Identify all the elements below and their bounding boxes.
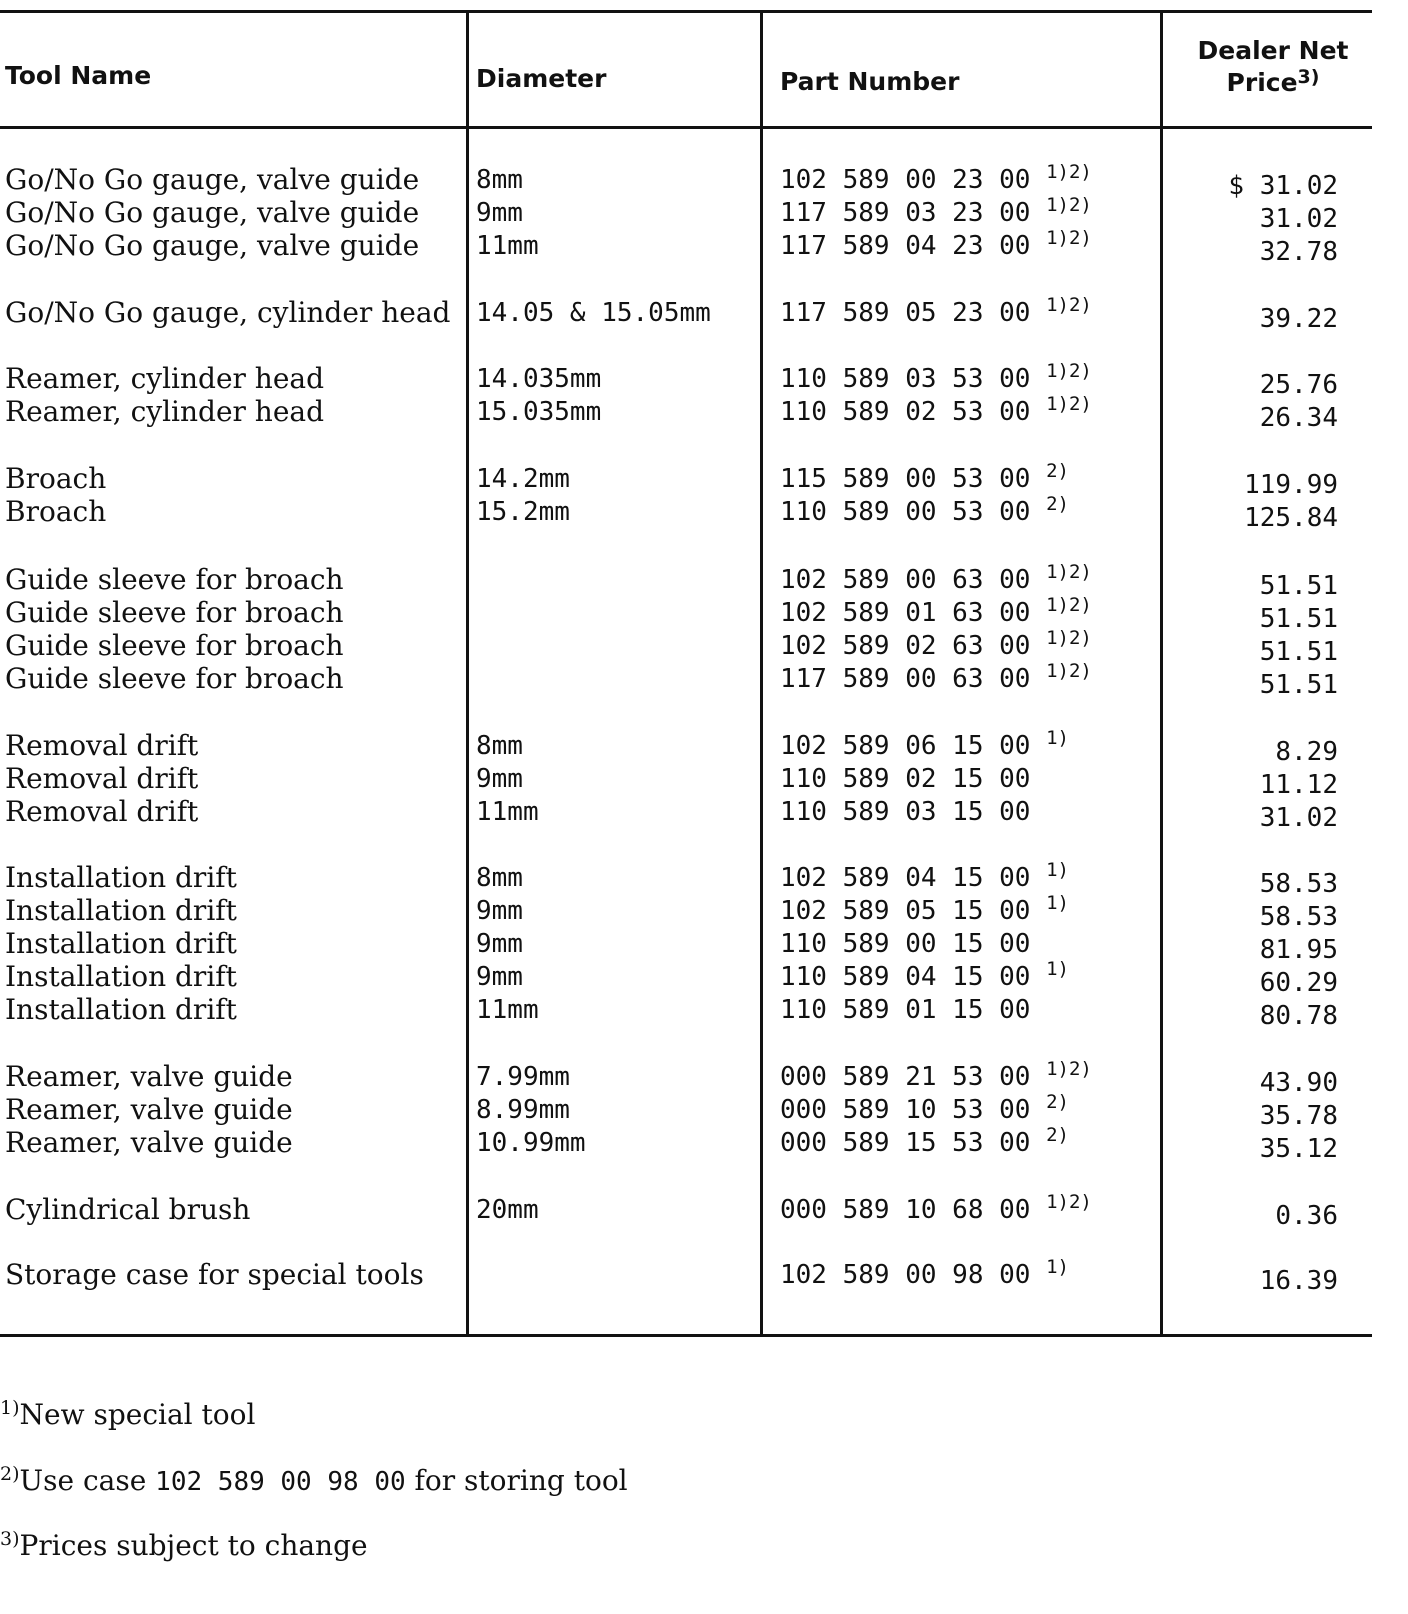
table-row (0, 762, 1408, 800)
part-number-value: 117 589 00 63 00 (780, 664, 1031, 694)
price-cell: 43.90 (1259, 1068, 1338, 1098)
tool-name-cell: Reamer, valve guide (5, 1093, 293, 1126)
tool-name-cell: Guide sleeve for broach (5, 629, 344, 662)
part-number-cell (780, 296, 1092, 330)
footnote-2-text-after: for storing tool (405, 1464, 628, 1497)
price-cell: 26.34 (1259, 403, 1338, 433)
part-number-value: 110 589 02 53 00 (780, 397, 1031, 427)
header-part-number: Part Number (780, 67, 960, 96)
part-number-note: 1)2) (1046, 594, 1092, 616)
price-cell: $ 31.02 (1228, 171, 1338, 201)
price-cell: 51.51 (1259, 604, 1338, 634)
tool-name-cell: Go/No Go gauge, valve guide (5, 229, 420, 262)
part-number-value: 110 589 04 15 00 (780, 962, 1031, 992)
part-number-value: 102 589 02 63 00 (780, 631, 1031, 661)
part-number-value: 102 589 00 63 00 (780, 565, 1031, 595)
tool-name-cell: Reamer, cylinder head (5, 395, 325, 428)
price-cell: 81.95 (1259, 935, 1338, 965)
table-row (0, 795, 1408, 833)
diameter-cell: 10.99mm (476, 1128, 586, 1158)
table-row (0, 993, 1408, 1031)
price-cell: 125.84 (1244, 503, 1338, 533)
price-cell: 25.76 (1259, 370, 1338, 400)
part-number-cell (780, 229, 1092, 263)
part-number-cell (780, 894, 1069, 928)
part-number-value: 102 589 06 15 00 (780, 731, 1031, 761)
part-number-value: 000 589 21 53 00 (780, 1062, 1031, 1092)
part-number-note: 1)2) (1046, 227, 1092, 249)
part-number-value: 102 589 04 15 00 (780, 863, 1031, 893)
diameter-cell: 7.99mm (476, 1062, 570, 1092)
table-row (0, 493, 1408, 533)
table-row (0, 393, 1408, 433)
header-price-line1: Dealer Net (1197, 36, 1349, 65)
table-row (0, 1091, 1408, 1131)
header-price-note: 3) (1297, 66, 1320, 88)
tool-name-cell: Reamer, valve guide (5, 1060, 293, 1093)
tool-name-cell: Reamer, cylinder head (5, 362, 325, 395)
part-number-value: 000 589 10 68 00 (780, 1195, 1031, 1225)
price-cell: 31.02 (1259, 803, 1338, 833)
tool-name-cell: Broach (5, 462, 107, 495)
table-row (0, 161, 1408, 201)
table-row (0, 892, 1408, 932)
part-number-note: 1)2) (1046, 294, 1092, 316)
part-number-value: 000 589 10 53 00 (780, 1095, 1031, 1125)
footnote-3 (0, 1529, 368, 1563)
part-number-value: 117 589 03 23 00 (780, 198, 1031, 228)
diameter-cell: 14.2mm (476, 464, 570, 494)
price-cell: 51.51 (1259, 637, 1338, 667)
diameter-cell: 9mm (476, 198, 523, 228)
diameter-cell: 15.2mm (476, 497, 570, 527)
part-number-cell (780, 596, 1092, 630)
price-cell: 58.53 (1259, 869, 1338, 899)
table-row (0, 561, 1408, 601)
price-cell: 58.53 (1259, 902, 1338, 932)
price-cell: 119.99 (1244, 470, 1338, 500)
diameter-cell: 9mm (476, 962, 523, 992)
table-row (0, 958, 1408, 998)
part-number-cell (780, 960, 1069, 994)
tool-name-cell: Installation drift (5, 927, 237, 960)
diameter-cell: 14.035mm (476, 364, 602, 394)
part-number-note: 1) (1046, 859, 1069, 881)
part-number-cell (780, 1193, 1092, 1227)
part-number-cell (780, 395, 1092, 429)
part-number-value: 110 589 02 15 00 (780, 764, 1031, 794)
part-number-cell (780, 462, 1069, 496)
price-cell: 32.78 (1259, 237, 1338, 267)
part-number-note: 1)2) (1046, 360, 1092, 382)
part-number-cell (780, 795, 1030, 829)
footnote-3-mark: 3) (0, 1528, 20, 1550)
footnote-1-text: New special tool (19, 1398, 256, 1431)
price-cell: 8.29 (1275, 737, 1338, 767)
diameter-cell: 9mm (476, 764, 523, 794)
table-row (0, 660, 1408, 700)
part-number-cell (780, 1126, 1069, 1160)
table-row (0, 1058, 1408, 1098)
part-number-value: 110 589 00 53 00 (780, 497, 1031, 527)
part-number-value: 117 589 05 23 00 (780, 298, 1031, 328)
part-number-note: 1)2) (1046, 561, 1092, 583)
part-number-cell (780, 1093, 1069, 1127)
footnote-2-mark: 2) (0, 1463, 20, 1485)
table-row (0, 594, 1408, 634)
price-cell: 60.29 (1259, 968, 1338, 998)
footnote-2-text: Use case (19, 1464, 156, 1497)
diameter-cell: 11mm (476, 995, 539, 1025)
part-number-cell (780, 762, 1030, 796)
price-cell: 39.22 (1259, 304, 1338, 334)
diameter-cell: 11mm (476, 231, 539, 261)
tool-name-cell: Go/No Go gauge, valve guide (5, 163, 420, 196)
part-number-cell (780, 1060, 1092, 1094)
footnote-3-text: Prices subject to change (19, 1529, 368, 1562)
tool-name-cell: Go/No Go gauge, cylinder head (5, 296, 451, 329)
tool-name-cell: Removal drift (5, 762, 199, 795)
part-number-value: 110 589 01 15 00 (780, 995, 1031, 1025)
tool-name-cell: Removal drift (5, 729, 199, 762)
price-cell: 31.02 (1259, 204, 1338, 234)
diameter-cell: 8mm (476, 863, 523, 893)
tool-name-cell: Broach (5, 495, 107, 528)
price-cell: 51.51 (1259, 571, 1338, 601)
table-bottom-rule (0, 1334, 1372, 1337)
tool-name-cell: Installation drift (5, 993, 237, 1026)
part-number-note: 1) (1046, 727, 1069, 749)
part-number-cell (780, 163, 1092, 197)
price-cell: 35.12 (1259, 1134, 1338, 1164)
tool-name-cell: Storage case for special tools (5, 1258, 424, 1291)
header-tool-name: Tool Name (5, 61, 152, 90)
tool-name-cell: Guide sleeve for broach (5, 662, 344, 695)
part-number-note: 1)2) (1046, 660, 1092, 682)
table-row (0, 1256, 1408, 1296)
part-number-note: 1) (1046, 892, 1069, 914)
header-dealer-net-price (1163, 35, 1383, 99)
footnote-1 (0, 1398, 255, 1432)
part-number-cell (780, 729, 1069, 763)
part-number-value: 115 589 00 53 00 (780, 464, 1031, 494)
price-cell: 35.78 (1259, 1101, 1338, 1131)
part-number-value: 102 589 00 98 00 (780, 1260, 1031, 1290)
tool-name-cell: Installation drift (5, 861, 237, 894)
price-cell: 0.36 (1275, 1201, 1338, 1231)
tool-name-cell: Cylindrical brush (5, 1193, 251, 1226)
table-row (0, 227, 1408, 267)
table-row (0, 859, 1408, 899)
table-row (0, 627, 1408, 667)
price-cell: 80.78 (1259, 1001, 1338, 1031)
part-number-cell (780, 927, 1030, 961)
part-number-cell (780, 362, 1092, 396)
diameter-cell: 8.99mm (476, 1095, 570, 1125)
diameter-cell: 14.05 & 15.05mm (476, 298, 711, 328)
table-top-rule (0, 10, 1372, 13)
footnote-2 (0, 1464, 628, 1499)
part-number-note: 2) (1046, 493, 1069, 515)
footnote-1-mark: 1) (0, 1397, 20, 1419)
part-number-cell (780, 629, 1092, 663)
diameter-cell: 20mm (476, 1195, 539, 1225)
header-bottom-rule (0, 126, 1372, 129)
tool-name-cell: Installation drift (5, 894, 237, 927)
part-number-note: 2) (1046, 460, 1069, 482)
header-diameter: Diameter (476, 64, 607, 93)
part-number-value: 110 589 03 15 00 (780, 797, 1031, 827)
part-number-note: 2) (1046, 1124, 1069, 1146)
part-number-cell (780, 861, 1069, 895)
part-number-note: 1)2) (1046, 627, 1092, 649)
tool-name-cell: Go/No Go gauge, valve guide (5, 196, 420, 229)
price-cell: 16.39 (1259, 1266, 1338, 1296)
part-number-note: 1)2) (1046, 393, 1092, 415)
part-number-value: 102 589 01 63 00 (780, 598, 1031, 628)
part-number-value: 110 589 00 15 00 (780, 929, 1031, 959)
price-cell: 11.12 (1259, 770, 1338, 800)
part-number-note: 2) (1046, 1091, 1069, 1113)
table-row (0, 360, 1408, 400)
diameter-cell: 9mm (476, 929, 523, 959)
part-number-note: 1)2) (1046, 161, 1092, 183)
part-number-cell (780, 196, 1092, 230)
table-row (0, 927, 1408, 965)
part-number-value: 110 589 03 53 00 (780, 364, 1031, 394)
part-number-value: 000 589 15 53 00 (780, 1128, 1031, 1158)
table-row (0, 1191, 1408, 1231)
part-number-cell (780, 662, 1092, 696)
part-number-cell (780, 563, 1092, 597)
part-number-cell (780, 495, 1069, 529)
part-number-note: 1)2) (1046, 1058, 1092, 1080)
tool-name-cell: Guide sleeve for broach (5, 563, 344, 596)
table-row (0, 1124, 1408, 1164)
tool-name-cell: Reamer, valve guide (5, 1126, 293, 1159)
header-price-line2: Price$^{3)}$ (1226, 66, 1320, 97)
footnote-2-code: 102 589 00 98 00 (155, 1467, 406, 1497)
table-row (0, 727, 1408, 767)
part-number-value: 117 589 04 23 00 (780, 231, 1031, 261)
part-number-value: 102 589 05 15 00 (780, 896, 1031, 926)
part-number-note: 1) (1046, 958, 1069, 980)
diameter-cell: 11mm (476, 797, 539, 827)
part-number-cell (780, 993, 1030, 1027)
diameter-cell: 15.035mm (476, 397, 602, 427)
part-number-value: 102 589 00 23 00 (780, 165, 1031, 195)
tool-name-cell: Guide sleeve for broach (5, 596, 344, 629)
diameter-cell: 8mm (476, 165, 523, 195)
tool-name-cell: Removal drift (5, 795, 199, 828)
part-number-note: 1) (1046, 1256, 1069, 1278)
table-row (0, 194, 1408, 234)
part-number-cell (780, 1258, 1069, 1292)
part-number-note: 1)2) (1046, 194, 1092, 216)
price-cell: 51.51 (1259, 670, 1338, 700)
part-number-note: 1)2) (1046, 1191, 1092, 1213)
table-row (0, 294, 1408, 334)
tool-name-cell: Installation drift (5, 960, 237, 993)
table-row (0, 460, 1408, 500)
diameter-cell: 8mm (476, 731, 523, 761)
diameter-cell: 9mm (476, 896, 523, 926)
